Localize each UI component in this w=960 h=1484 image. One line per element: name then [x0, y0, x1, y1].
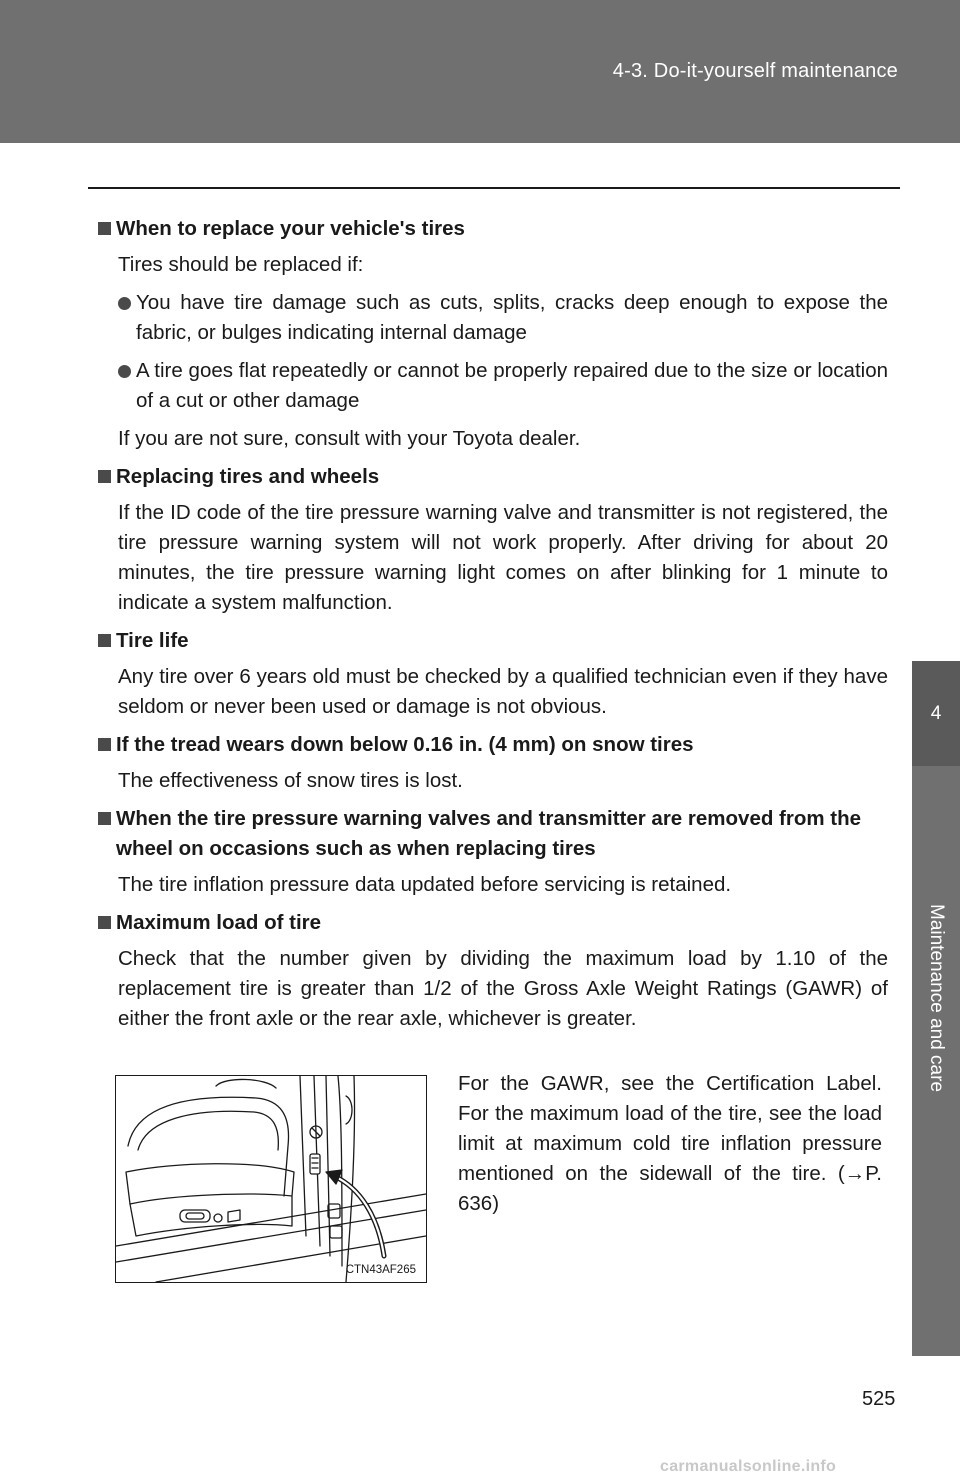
page-number: 525	[862, 1388, 896, 1410]
square-bullet-icon	[98, 738, 111, 751]
paragraph: Any tire over 6 years old must be checked by a qualified technician even if they have seldom or never been used or damage is not obvious.	[118, 665, 888, 718]
square-bullet-icon	[98, 222, 111, 235]
figure-code: CTN43AF265	[345, 1264, 416, 1276]
section-heading: When the tire pressure warning valves and transmitter are removed from the wheel on occasions such as when replacing tires	[98, 804, 888, 864]
paragraph: If the ID code of the tire pressure warning valve and transmitter is not registered, the tire pressure warning system will not work properly. After driving for about 20 minutes, the tire pressure warning light comes on after blinking for 1 minute to indicate a system malfunction.	[118, 501, 888, 614]
certification-label-illustration	[115, 1075, 427, 1283]
list-item: You have tire damage such as cuts, splits, cracks deep enough to expose the fabric, or bulges indicating internal damage	[98, 288, 888, 348]
paragraph: The effectiveness of snow tires is lost.	[118, 769, 463, 792]
section-heading: When to replace your vehicle's tires	[98, 214, 888, 244]
watermark: carmanualsonline.info	[660, 1458, 837, 1475]
section-heading: Maximum load of tire	[98, 908, 888, 938]
circle-bullet-icon	[118, 297, 131, 310]
section-heading: Replacing tires and wheels	[98, 462, 888, 492]
list-item: A tire goes flat repeatedly or cannot be properly repaired due to the size or location of a cut or other damage	[98, 356, 888, 416]
page-content	[98, 214, 888, 1042]
paragraph: Check that the number given by dividing the maximum load by 1.10 of the replacement tire is greater than 1/2 of the Gross Axle Weight Ratings (GAWR) of either the front axle or the rear axle, whichever is greater.	[118, 947, 888, 1030]
square-bullet-icon	[98, 812, 111, 825]
figure-caption: For the GAWR, see the Certification Label. For the maximum load of the tire, see the load limit at maximum cold tire inflation pressure mentioned on the sidewall of the tire. (→P. 636)	[458, 1072, 882, 1215]
paragraph: If you are not sure, consult with your Toyota dealer.	[118, 427, 581, 450]
square-bullet-icon	[98, 470, 111, 483]
header-rule	[88, 187, 900, 189]
section-heading: Tire life	[98, 626, 888, 656]
square-bullet-icon	[98, 916, 111, 929]
seat-and-door-pillar-drawing	[116, 1076, 426, 1282]
chapter-label: Maintenance and care	[926, 903, 947, 1093]
square-bullet-icon	[98, 634, 111, 647]
paragraph: Tires should be replaced if:	[118, 253, 364, 276]
paragraph: The tire inflation pressure data updated before servicing is retained.	[118, 873, 732, 896]
circle-bullet-icon	[118, 365, 131, 378]
chapter-number: 4	[912, 661, 960, 766]
section-heading: If the tread wears down below 0.16 in. (4 mm) on snow tires	[98, 730, 888, 760]
section-title: 4-3. Do-it-yourself maintenance	[612, 60, 898, 82]
